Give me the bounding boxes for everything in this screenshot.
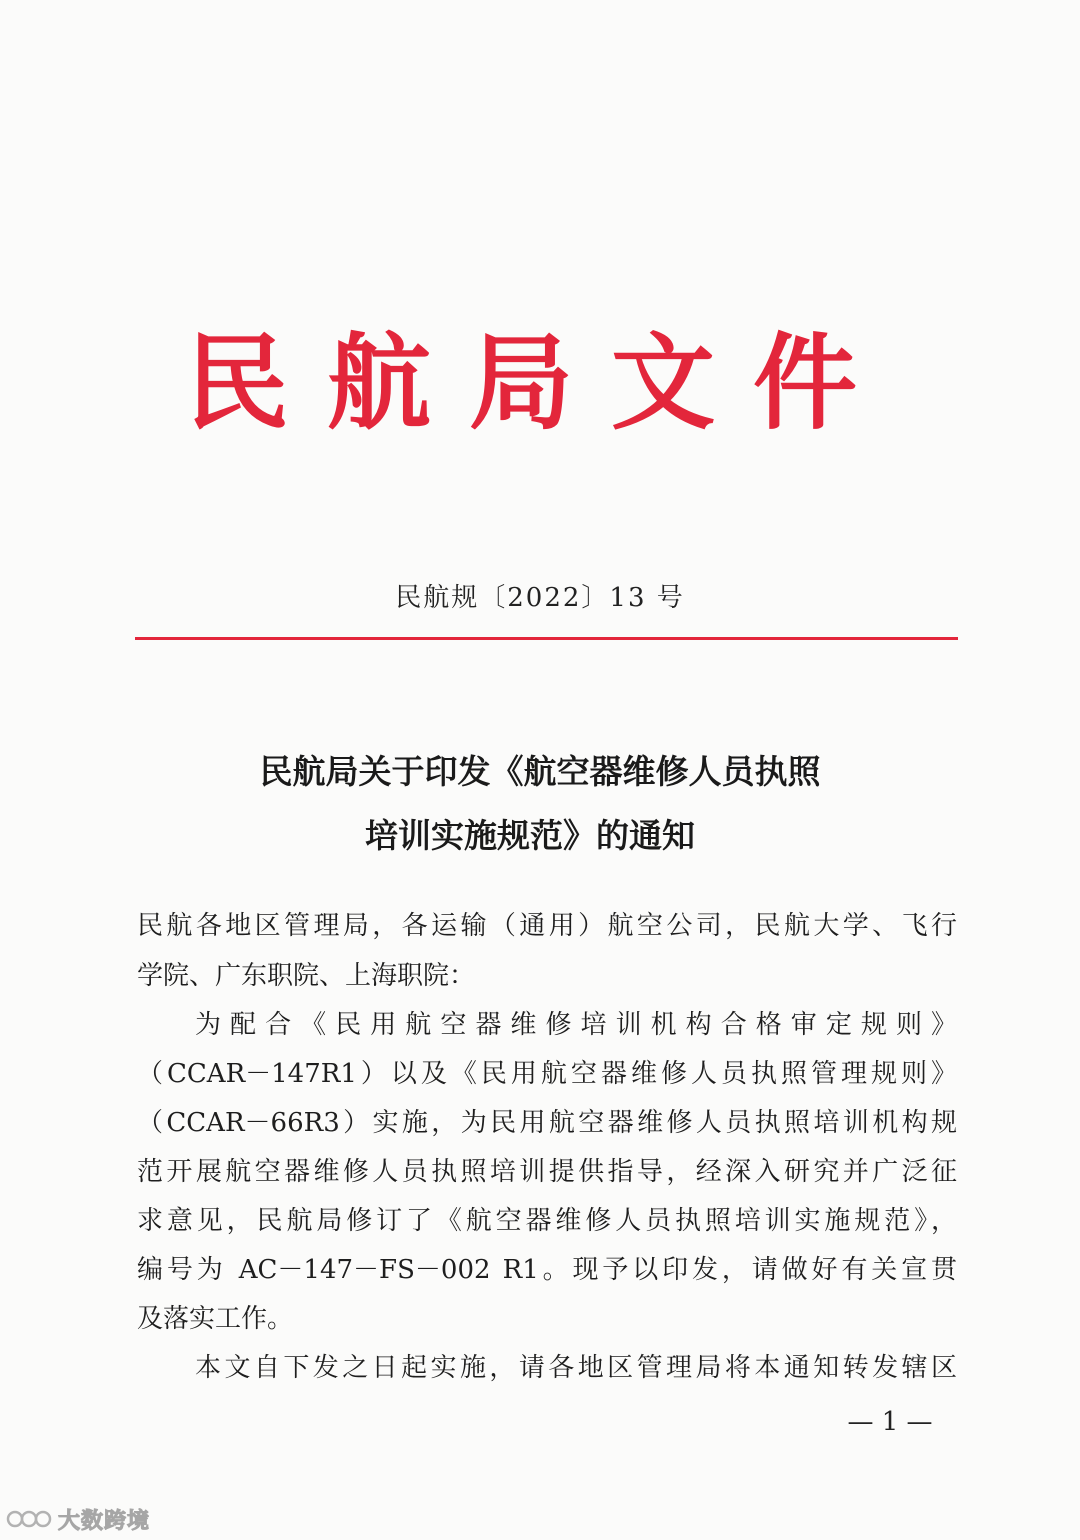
body-line: （CCAR－66R3）实施，为民用航空器维修人员执照培训机构规 xyxy=(137,1108,957,1138)
body-line-recipients: 民航各地区管理局，各运输（通用）航空公司，民航大学、飞行 xyxy=(137,911,957,941)
body-line: 范开展航空器维修人员执照培训提供指导，经深入研究并广泛征 xyxy=(137,1157,957,1187)
body-line-paragraph-1-start: 为配合《民用航空器维修培训机构合格审定规则》 xyxy=(195,1010,957,1040)
body-line-paragraph-1-end: 及落实工作。 xyxy=(137,1304,294,1334)
watermark xyxy=(6,1502,150,1536)
notice-title-line-1: 民航局关于印发《航空器维修人员执照 xyxy=(259,752,821,791)
page-number: — 1 — xyxy=(847,1407,933,1437)
watermark-text: 大数跨境 xyxy=(58,1508,151,1534)
notice-title-line-2: 培训实施规范》的通知 xyxy=(365,816,695,855)
red-separator-line xyxy=(135,637,958,640)
body-line-paragraph-2-start: 本文自下发之日起实施，请各地区管理局将本通知转发辖区 xyxy=(195,1353,957,1383)
watermark-logo-icon xyxy=(6,1504,52,1534)
issuer-header-title: 民航局文件 xyxy=(184,322,895,444)
body-line-recipients-cont: 学院、广东职院、上海职院： xyxy=(137,961,476,991)
body-line: （CCAR－147R1）以及《民用航空器维修人员执照管理规则》 xyxy=(137,1059,957,1089)
body-line: 编号为 AC－147－FS－002 R1。现予以印发，请做好有关宣贯 xyxy=(137,1255,957,1285)
body-line: 求意见，民航局修订了《航空器维修人员执照培训实施规范》， xyxy=(137,1206,957,1236)
document-number: 民航规〔2022〕13 号 xyxy=(395,583,685,613)
